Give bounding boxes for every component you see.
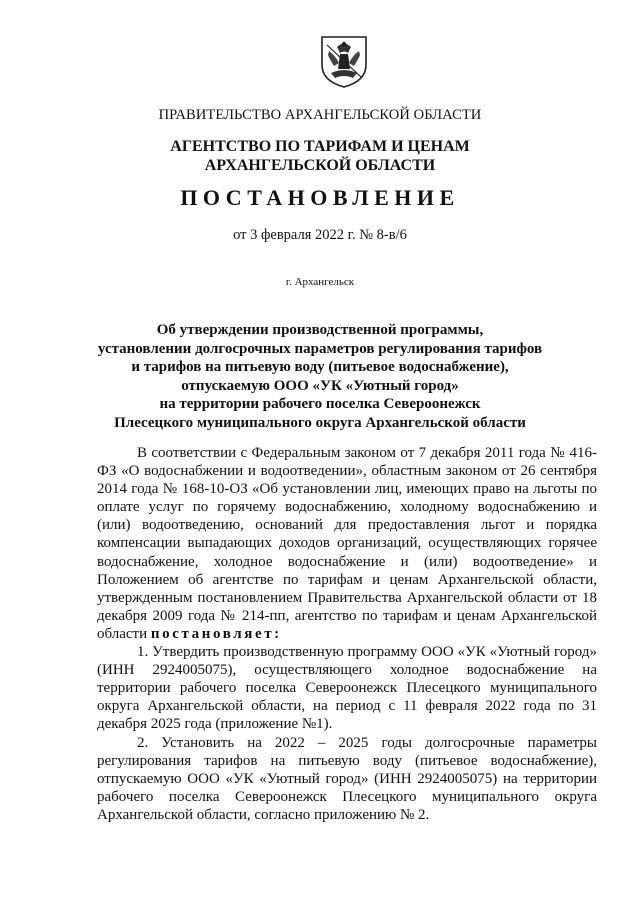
- subject-line: на территории рабочего поселка Североонежск: [159, 396, 481, 412]
- subject-line: Об утверждении производственной программы,: [156, 322, 484, 338]
- coat-of-arms-icon: [317, 33, 371, 89]
- preamble-text: В соответствии с Федеральным законом от 7 декабря 2011 года № 416-ФЗ «О водоснабжении и водоотведении», областным законом от 26 сентября 2014 года № 168-10-ОЗ «Об установлении лиц, имеющих право на льготы по оплате услуг по горячему водоснабжению, холодному водоснабжению и (или) водоотведению, оснований для предоставления льгот и порядка компенсации выпадающих доходов организаций, осуществляющих горячее водоснабжение, холодное водоснабжение и (или) водоотведение» и Положением об агентстве по тарифам и ценам Архангельской области, утвержденным постановлением Правительства Архангельской области от 18 декабря 2009 года № 214-пп, агентство по тарифам и ценам Архангельской области: [97, 445, 597, 642]
- document-body: [97, 444, 597, 824]
- agency-name: [0, 137, 640, 175]
- preamble-paragraph: [97, 444, 597, 643]
- agency-name-line1: АГЕНТСТВО ПО ТАРИФАМ И ЦЕНАМ: [170, 138, 470, 155]
- resolves-word: постановляет:: [150, 625, 282, 642]
- agency-name-line2: АРХАНГЕЛЬСКОЙ ОБЛАСТИ: [204, 157, 436, 174]
- government-name: ПРАВИТЕЛЬСТВО АРХАНГЕЛЬСКОЙ ОБЛАСТИ: [158, 107, 482, 123]
- item-2-paragraph: 2. Установить на 2022 – 2025 годы долгосрочные параметры регулирования тарифов на питьевую воду (питьевое водоснабжение), отпускаемую ООО «УК «Уютный город» (ИНН 2924005075) на территории рабочего поселка Североонежск Плесецкого муниципального округа Архангельской области, согласно приложению № 2.: [97, 734, 597, 823]
- document-date-number: от 3 февраля 2022 г. № 8-в/6: [233, 227, 407, 243]
- subject-line: и тарифов на питьевую воду (питьевое водоснабжение),: [131, 359, 509, 375]
- subject-line: установлении долгосрочных параметров регулирования тарифов: [97, 340, 543, 357]
- document-type: ПОСТАНОВЛЕНИЕ: [180, 185, 460, 210]
- item-1-paragraph: 1. Утвердить производственную программу ООО «УК «Уютный город» (ИНН 2924005075), осуществляющего холодное водоснабжение на территории рабочего поселка Североонежск Плесецкого муниципального округа Архангельской области, на период с 11 февраля 2022 года по 31 декабря 2025 года (приложение №1).: [97, 644, 597, 733]
- document-city: г. Архангельск: [285, 276, 355, 288]
- subject-line: отпускаемую ООО «УК «Уютный город»: [181, 377, 459, 394]
- subject-line: Плесецкого муниципального округа Архангельской области: [114, 414, 526, 431]
- document-subject: [0, 321, 640, 432]
